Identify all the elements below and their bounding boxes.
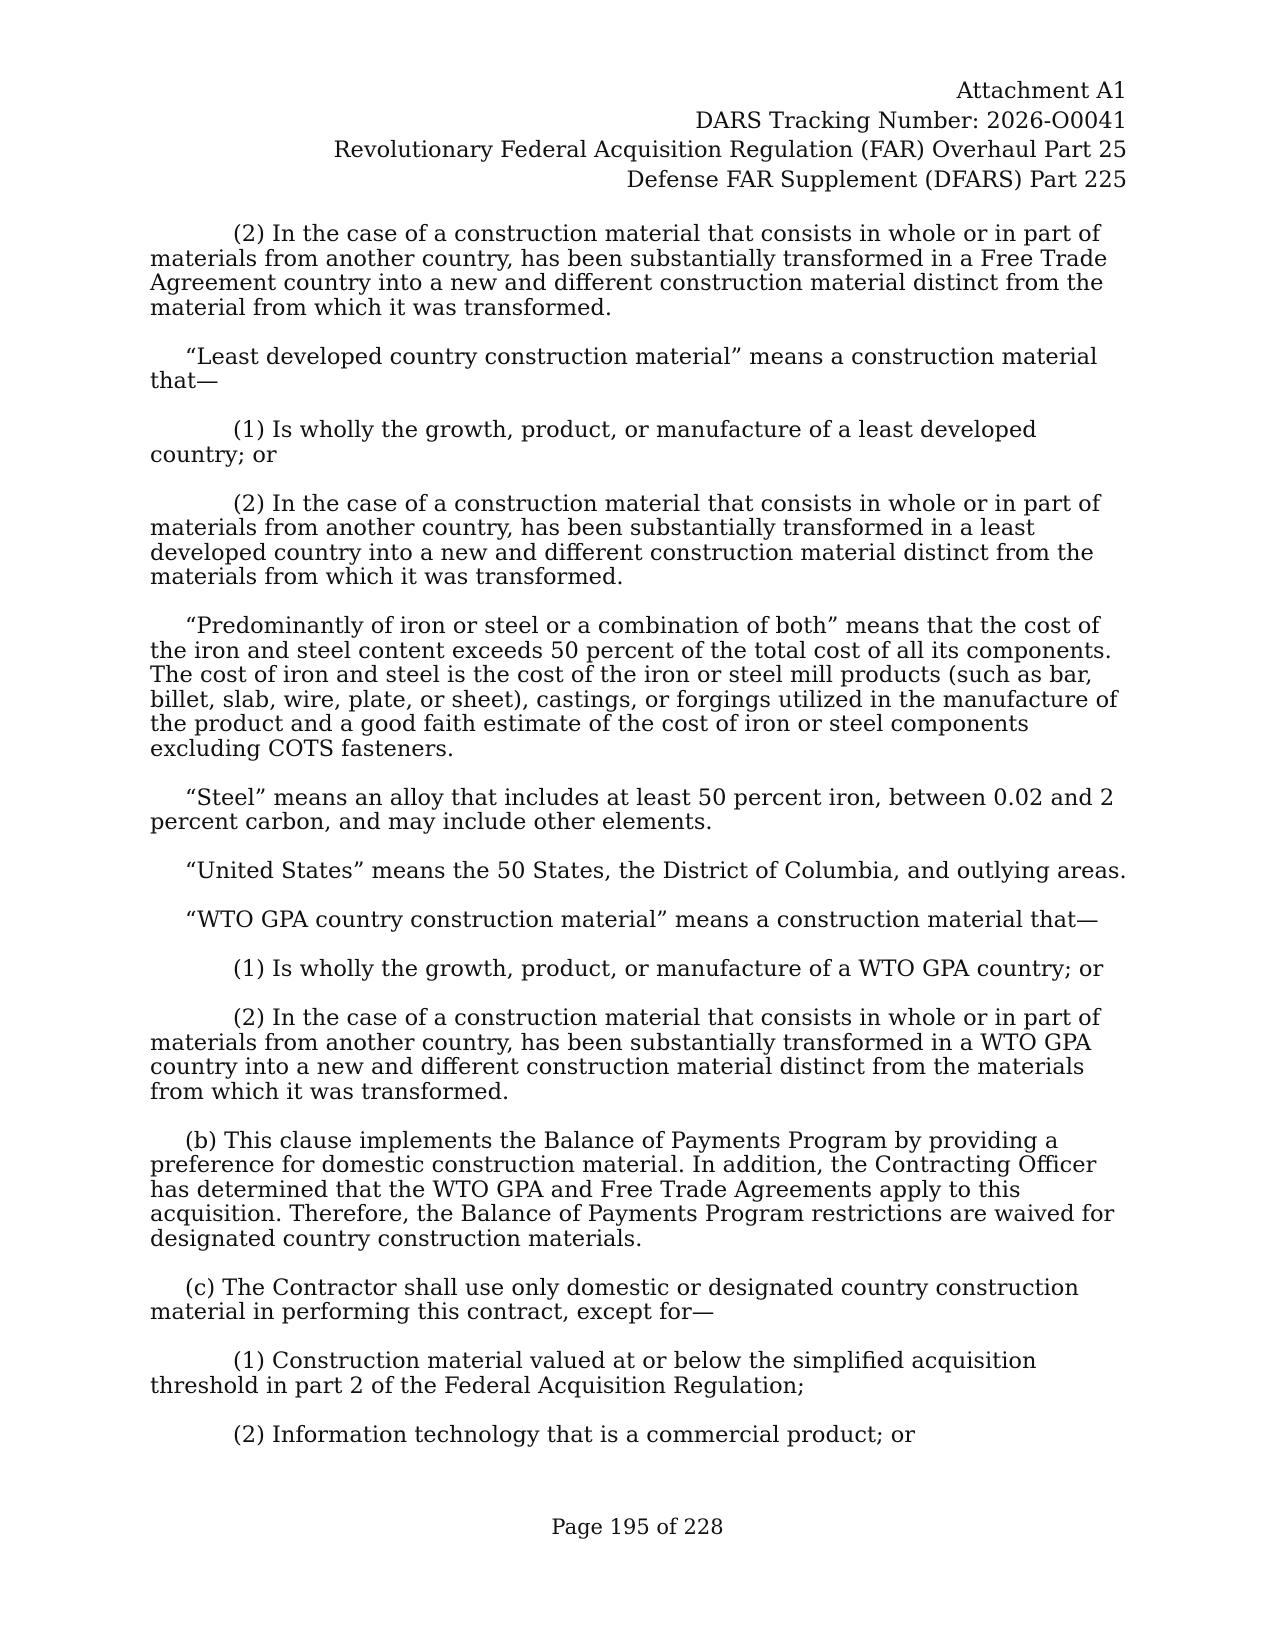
paragraph-wto-gpa-definition: “WTO GPA country construction material” means a construction material that— bbox=[185, 907, 1099, 933]
paragraph-least-developed-definition: “Least developed country construction material” means a construction material that— bbox=[150, 343, 1098, 394]
paragraph-wto-gpa-transformation: (2) In the case of a construction material that consists in whole or in part of materials from another country, has been substantially transformed in a WTO GPA country into a new and different construction material distinct from the materials from which it was transformed. bbox=[150, 1005, 1101, 1105]
page-number: Page 195 of 228 bbox=[551, 1515, 724, 1539]
paragraph-united-states-definition: “United States” means the 50 States, the District of Columbia, and outlying areas. bbox=[185, 858, 1127, 884]
paragraph-steel-definition: “Steel” means an alloy that includes at least 50 percent iron, between 0.02 and 2 percent carbon, and may include other elements. bbox=[150, 784, 1115, 835]
paragraph-predominantly-iron-steel: “Predominantly of iron or steel or a combination of both” means that the cost of the iron and steel content exceeds 50 percent of the total cost of all its components. The cost of iron and steel is the cost of the iron or steel mill products (such as bar, billet, slab, wire, plate, or sheet), castings, or forgings utilized in the manufacture of the product and a good faith estimate of the cost of iron or steel components excluding COTS fasteners. bbox=[150, 613, 1118, 762]
page-header bbox=[334, 77, 1127, 195]
paragraph-fta-substantial-transformation: (2) In the case of a construction material that consists in whole or in part of materials from another country, has been substantially transformed in a Free Trade Agreement country into a new and different construction material distinct from the material from which it was transformed. bbox=[150, 221, 1108, 321]
paragraph-clause-c-1: (1) Construction material valued at or below the simplified acquisition threshold in part 2 of the Federal Acquisition Regulation; bbox=[150, 1348, 1037, 1399]
header-dfars-part: Defense FAR Supplement (DFARS) Part 225 bbox=[626, 166, 1127, 193]
paragraph-clause-c-2: (2) Information technology that is a commercial product; or bbox=[233, 1421, 916, 1448]
paragraph-wto-gpa-wholly: (1) Is wholly the growth, product, or manufacture of a WTO GPA country; or bbox=[233, 956, 1104, 982]
paragraph-clause-c: (c) The Contractor shall use only domestic or designated country construction material in performing this contract, except for— bbox=[150, 1274, 1079, 1325]
header-attachment: Attachment A1 bbox=[956, 78, 1127, 104]
header-tracking-number: DARS Tracking Number: 2026-O0041 bbox=[695, 107, 1127, 134]
document-body bbox=[150, 222, 1130, 1447]
header-far-part: Revolutionary Federal Acquisition Regulation (FAR) Overhaul Part 25 bbox=[333, 137, 1127, 163]
paragraph-clause-b: (b) This clause implements the Balance of Payments Program by providing a preference for domestic construction material. In addition, the Contracting Officer has determined that the WTO GPA and Free Trade Agreements apply to this acquisition. Therefore, the Balance of Payments Program restrictions are waived for designated country construction materials. bbox=[150, 1127, 1115, 1252]
paragraph-least-developed-transformation: (2) In the case of a construction material that consists in whole or in part of materials from another country, has been substantially transformed in a least developed country into a new and different construction material distinct from the materials from which it was transformed. bbox=[150, 490, 1101, 590]
paragraph-least-developed-wholly: (1) Is wholly the growth, product, or manufacture of a least developed country; or bbox=[150, 417, 1037, 468]
